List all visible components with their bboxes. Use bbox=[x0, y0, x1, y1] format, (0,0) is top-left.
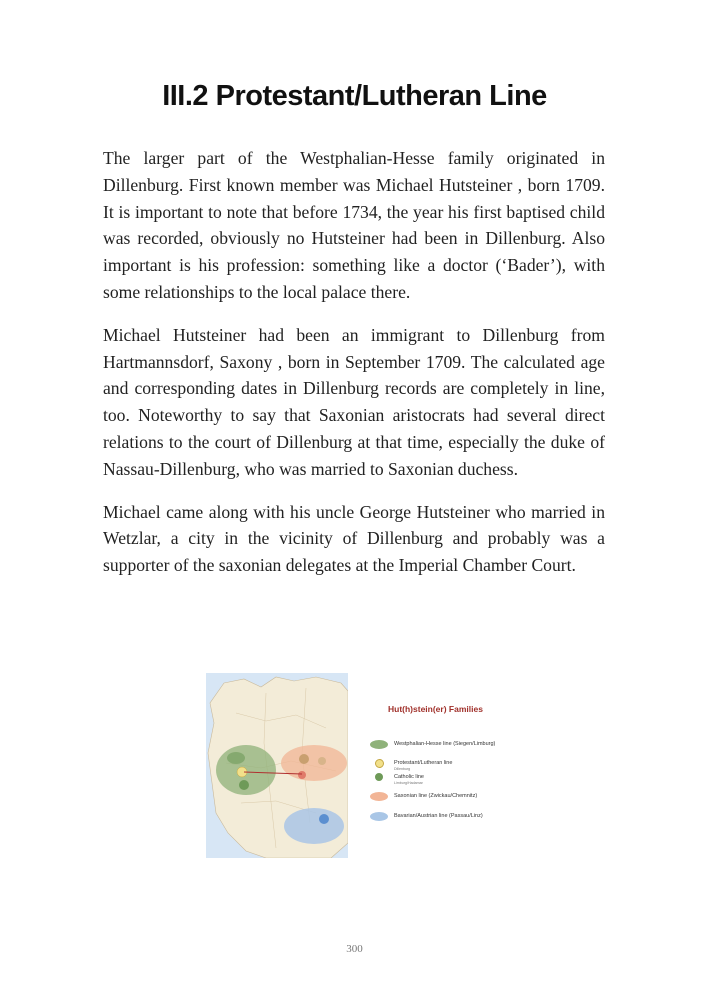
saxonian-region bbox=[281, 745, 347, 781]
paragraph-3: Michael came along with his uncle George Hutsteiner who married in Wetzlar, a city in the vicinity of Dillenburg and probably was a supporter of the saxonian delegates at the Imperial Chamber Court. bbox=[103, 501, 605, 576]
hartmannsdorf-marker bbox=[299, 754, 309, 764]
legend-label: Protestant/Lutheran line bbox=[394, 760, 453, 766]
page-title: III.2 Protestant/Lutheran Line bbox=[162, 80, 547, 112]
page-number: 300 bbox=[346, 943, 363, 955]
legend-title: Hut(h)stein(er) Families bbox=[388, 704, 483, 714]
legend-swatch bbox=[370, 792, 388, 801]
legend-swatch bbox=[375, 773, 383, 781]
legend-swatch bbox=[370, 812, 388, 821]
legend-sublabel: Limburg/Hadamar bbox=[394, 781, 423, 785]
bavarian-region bbox=[284, 808, 344, 844]
legend-label: Bavarian/Austrian line (Passau/Linz) bbox=[394, 813, 483, 819]
legend-label: Saxonian line (Zwickau/Chemnitz) bbox=[394, 793, 478, 799]
legend-sublabel: Dillenburg bbox=[394, 767, 411, 771]
germany-map bbox=[206, 673, 348, 858]
paragraph-2: Michael Hutsteiner had been an immigrant to Dillenburg from Hartmannsdorf, Saxony , born in September 1709. The calculated age and corresponding dates in Dillenburg records are completely in line, too. Noteworthy to say that Saxonian aristocrats had several direct relations to the court of Dillenburg at that time, especially the duke of Nassau-Dillenburg, who was married to Saxonian duchess. bbox=[103, 324, 605, 479]
siegen-area bbox=[227, 752, 245, 764]
limburg-marker bbox=[239, 780, 249, 790]
body-text bbox=[103, 145, 605, 595]
legend-label: Westphalian-Hesse line (Siegen/Limburg) bbox=[394, 741, 496, 747]
zwickau-marker bbox=[318, 757, 326, 765]
family-map-figure bbox=[206, 673, 506, 858]
passau-marker bbox=[319, 814, 329, 824]
chemnitz-marker bbox=[298, 771, 306, 779]
legend-swatch bbox=[370, 740, 388, 749]
map-legend bbox=[366, 673, 506, 858]
legend-swatch bbox=[375, 759, 384, 768]
paragraph-1: The larger part of the Westphalian-Hesse family originated in Dillenburg. First known member was Michael Hutsteiner , born 1709. It is important to note that before 1734, the year his first baptised child was recorded, obviously no Hutsteiner had been in Dillenburg. Also important is his profession: something like a doctor (‘Bader’), with some relationships to the local palace there. bbox=[103, 148, 605, 302]
legend-label: Catholic line bbox=[394, 774, 424, 780]
